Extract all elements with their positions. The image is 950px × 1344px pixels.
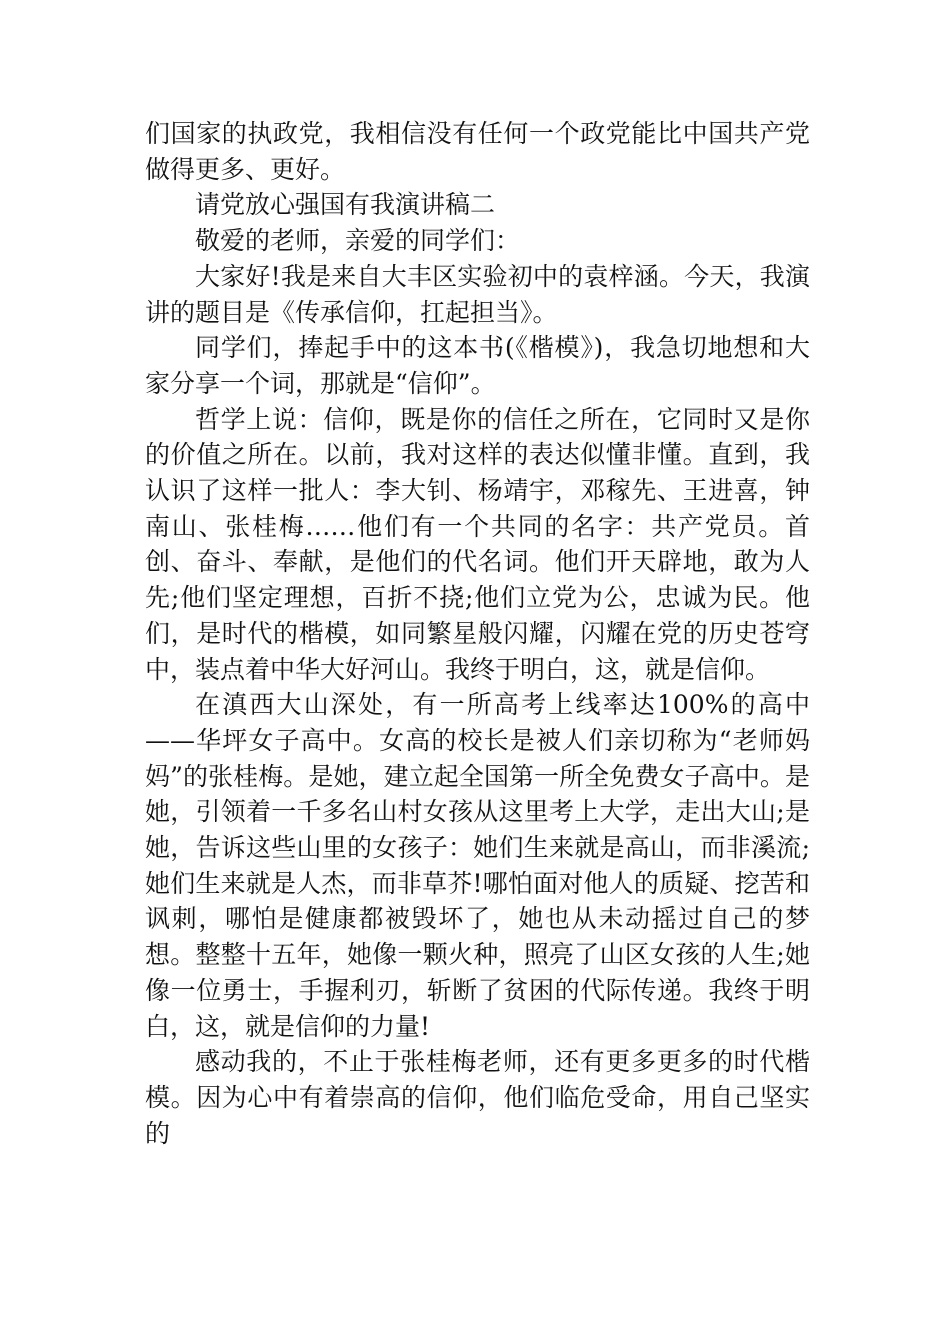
paragraph-6: 哲学上说：信仰，既是你的信任之所在，它同时又是你的价值之所在。以前，我对这样的表达似懂非懂。直到，我认识了这样一批人：李大钊、杨靖宇，邓稼先、王进喜，钟南山、张桂梅……他们有一个共同的名字：共产党员。首创、奋斗、奉献，是他们的代名词。他们开天辟地，敢为人先;他们坚定理想，百折不挠;他们立党为公，忠诚为民。他们，是时代的楷模，如同繁星般闪耀，闪耀在党的历史苍穹中，装点着中华大好河山。我终于明白，这，就是信仰。 xyxy=(145,404,810,684)
paragraph-8: 感动我的，不止于张桂梅老师，还有更多更多的时代楷模。因为心中有着崇高的信仰，他们临危受命，用自己坚实的 xyxy=(145,1047,810,1148)
body-text xyxy=(145,116,810,1151)
paragraph-7: 在滇西大山深处，有一所高考上线率达100%的高中——华坪女子高中。女高的校长是被人们亲切称为“老师妈妈”的张桂梅。是她，建立起全国第一所全免费女子高中。是她，引领着一千多名山村女孩从这里考上大学，走出大山;是她，告诉这些山里的女孩子：她们生来就是高山，而非溪流;她们生来就是人杰，而非草芥!哪怕面对他人的质疑、挖苦和讽刺，哪怕是健康都被毁坏了，她也从未动摇过自己的梦想。整整十五年，她像一颗火种，照亮了山区女孩的人生;她像一位勇士，手握利刃，斩断了贫困的代际传递。我终于明白，这，就是信仰的力量! xyxy=(145,690,810,1041)
paragraph-4: 大家好!我是来自大丰区实验初中的袁梓涵。今天，我演讲的题目是《传承信仰，扛起担当》。 xyxy=(145,261,810,327)
paragraph-3-salutation: 敬爱的老师，亲爱的同学们： xyxy=(195,226,521,256)
paragraph-5: 同学们，捧起手中的这本书(《楷模》)，我急切地想和大家分享一个词，那就是“信仰”。 xyxy=(145,333,810,398)
paragraph-1: 们国家的执政党，我相信没有任何一个政党能比中国共产党做得更多、更好。 xyxy=(145,119,810,184)
paragraph-2-heading: 请党放心强国有我演讲稿二 xyxy=(195,190,496,220)
